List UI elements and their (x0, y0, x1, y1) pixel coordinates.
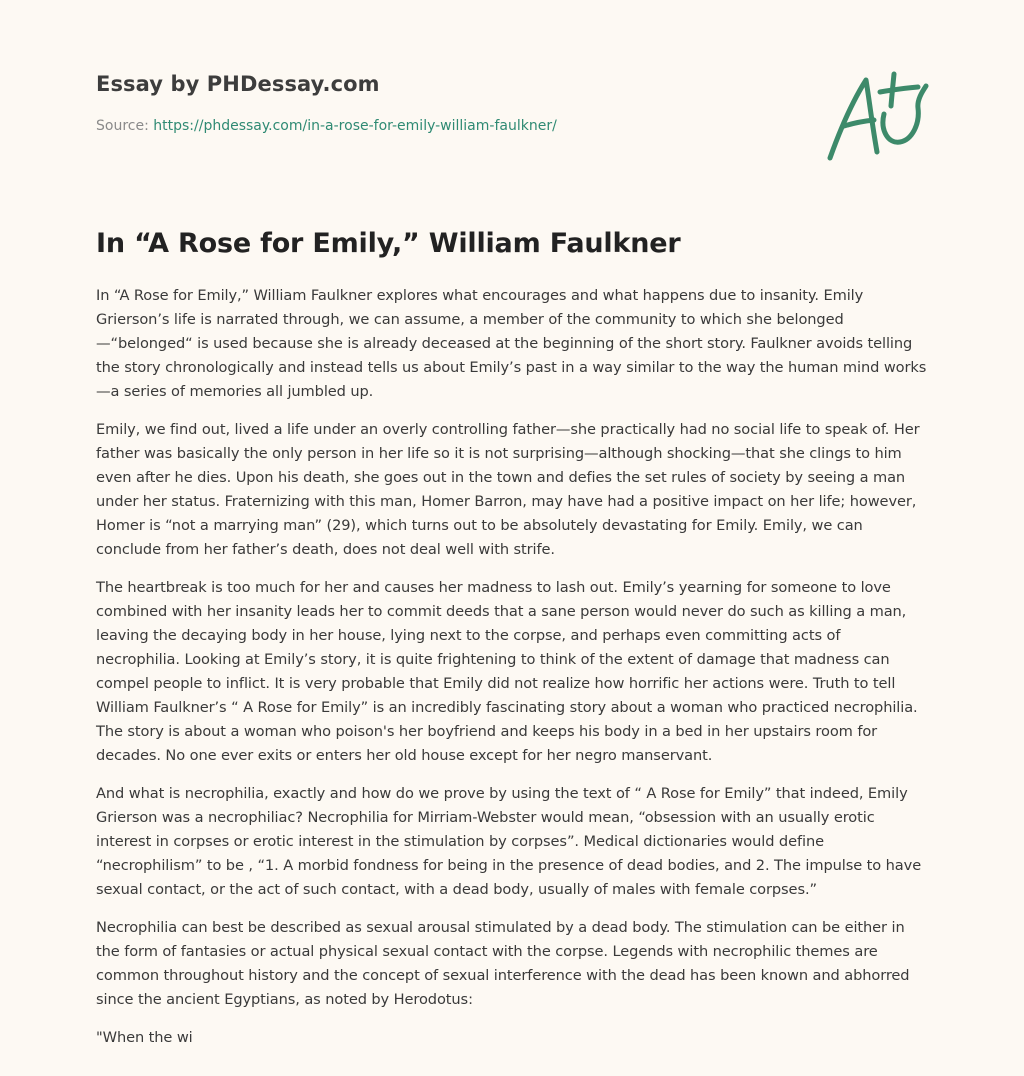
essay-paragraph: And what is necrophilia, exactly and how do we prove by using the text of “ A Rose for Emily” that indeed, Emily Grierson was a necrophiliac? Necrophilia for Mirriam-Webster would mean, “obsession with an usually erotic interest in corpses or erotic interest in the stimulation by corpses”. Medical dictionaries would define “necrophilism” to be , “1. A morbid fondness for being in the presence of dead bodies, and 2. The impulse to have sexual contact, or the act of such contact, with a dead body, usually of males with female corpses.” (96, 785, 922, 898)
essay-paragraph: Emily, we find out, lived a life under an overly controlling father—she practically had no social life to speak of. Her father was basically the only person in her life so it is not surprising—although shocking—that she clings to him even after he dies. Upon his death, she goes out in the town and defies the set rules of society by seeing a man under her status. Fraternizing with this man, Homer Barron, may have had a positive impact on her life; however, Homer is “not a marrying man” (29), which turns out to be absolutely devastating for Emily. Emily, we can conclude from her father’s death, does not deal well with strife. (96, 421, 920, 558)
essay-body (96, 284, 928, 1064)
essay-paragraph: In “A Rose for Emily,” William Faulkner explores what encourages and what happens due to insanity. Emily Grierson’s life is narrated through, we can assume, a member of the community to which she belonged—“belonged“ is used because she is already deceased at the beginning of the short story. Faulkner avoids telling the story chronologically and instead tells us about Emily’s past in a way similar to the way the human mind works—a series of memories all jumbled up. (96, 287, 927, 400)
essay-paragraph: "When the wi (96, 1029, 193, 1046)
site-brand: Essay by PHDessay.com (96, 72, 380, 96)
essay-title: In “A Rose for Emily,” William Faulkner (96, 228, 681, 259)
page-header (96, 72, 796, 134)
essay-paragraph: Necrophilia can best be described as sexual arousal stimulated by a dead body. The stimulation can be either in the form of fantasies or actual physical sexual contact with the corpse. Legends with necrophilic themes are common throughout history and the concept of sexual interference with the dead has been known and abhorred since the ancient Egyptians, as noted by Herodotus: (96, 919, 910, 1008)
source-line (96, 118, 796, 134)
source-link[interactable]: https://phdessay.com/in-a-rose-for-emily-william-faulkner/ (153, 118, 557, 134)
essay-paragraph: The heartbreak is too much for her and causes her madness to lash out. Emily’s yearning for someone to love combined with her insanity leads her to commit deeds that a sane person would never do such as killing a man, leaving the decaying body in her house, lying next to the corpse, and perhaps even committing acts of necrophilia. Looking at Emily’s story, it is quite frightening to think of the extent of damage that madness can compel people to inflict. It is very probable that Emily did not realize how horrific her actions were. Truth to tell William Faulkner’s “ A Rose for Emily” is an incredibly fascinating story about a woman who practiced necrophilia. The story is about a woman who poison's her boyfriend and keeps his body in a bed in her upstairs room for decades. No one ever exits or enters her old house except for her negro manservant. (96, 579, 918, 764)
a-plus-logo-icon (822, 68, 932, 168)
source-label: Source: (96, 118, 154, 134)
